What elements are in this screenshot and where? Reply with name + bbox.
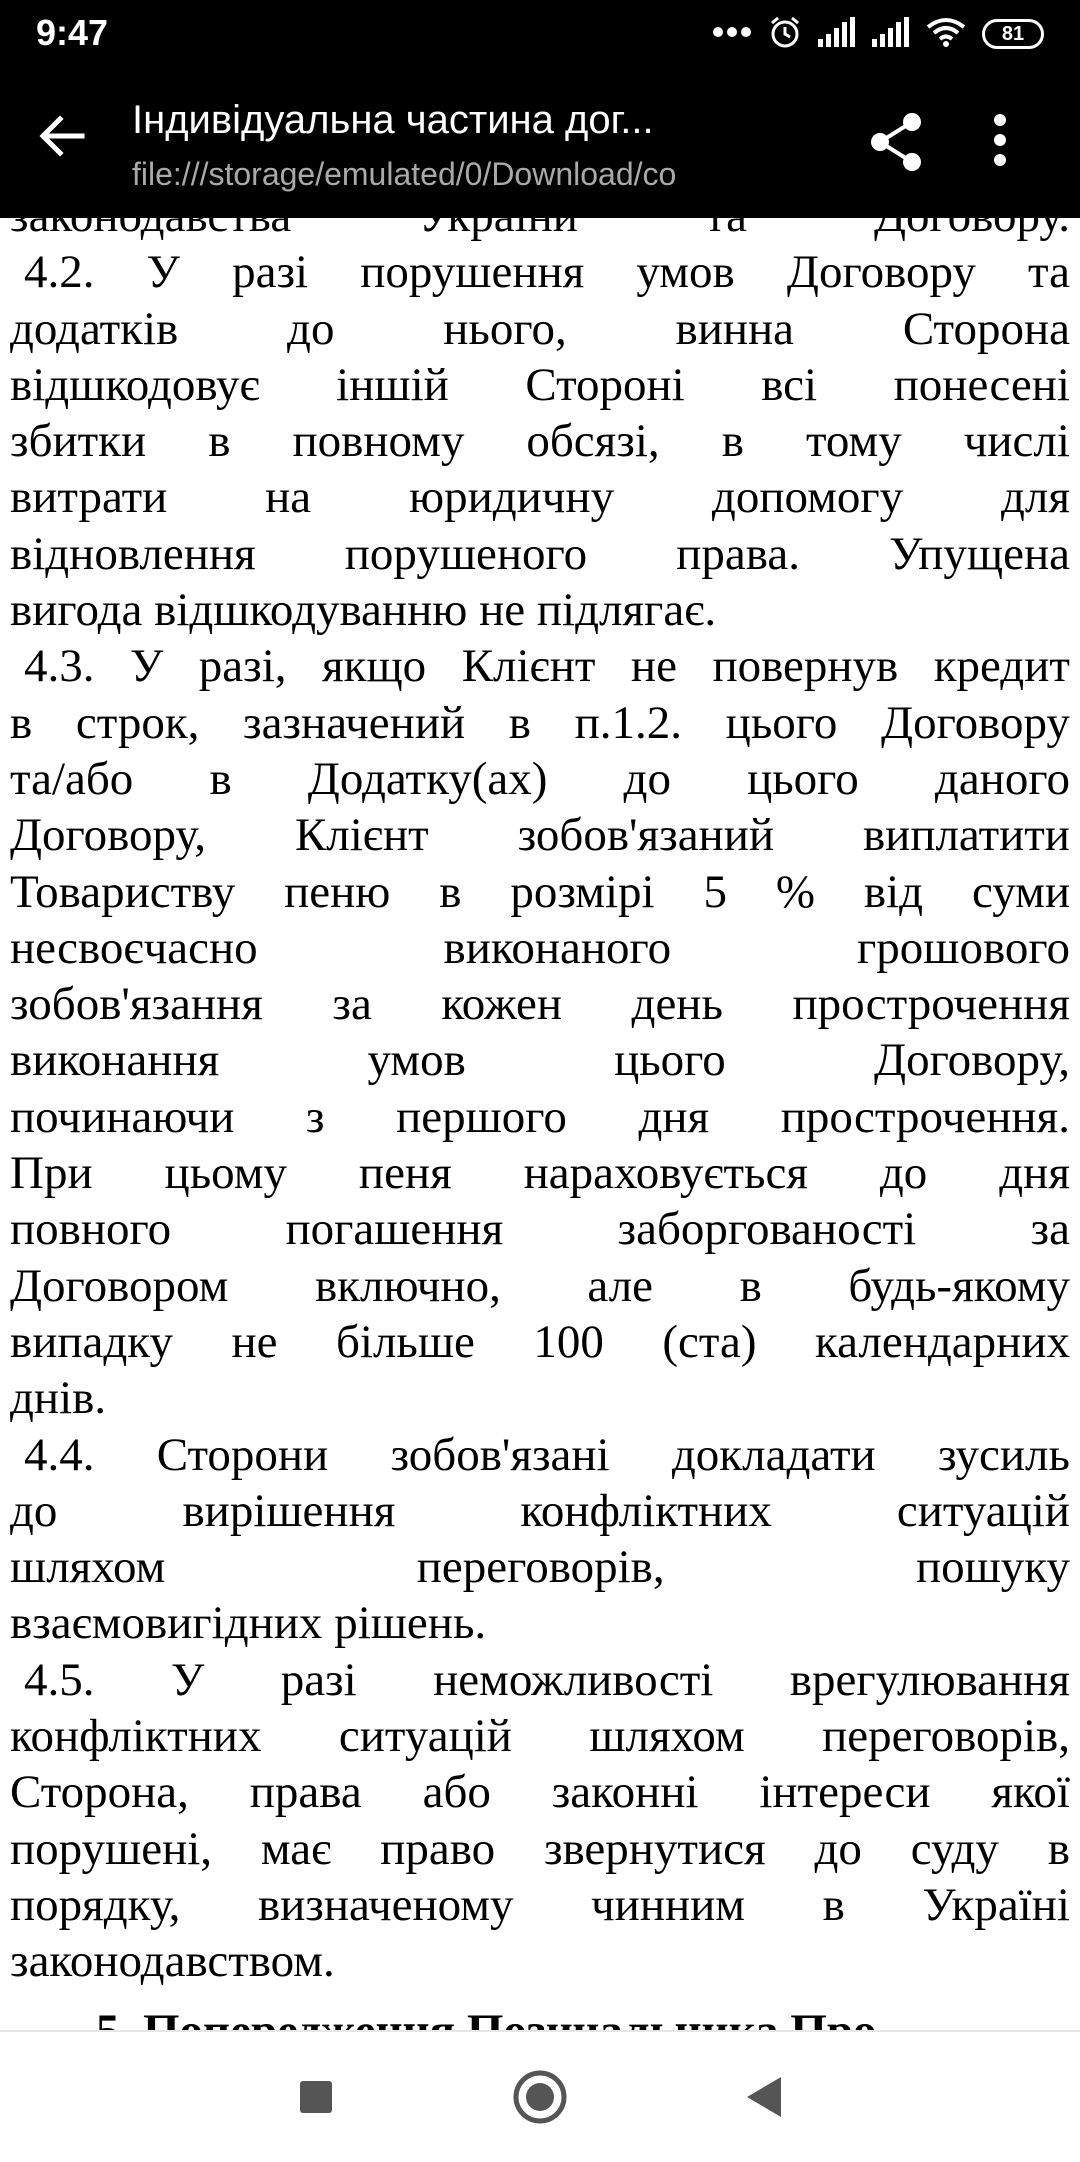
word: Додатку(ах) — [307, 752, 548, 805]
back-arrow-icon[interactable] — [34, 108, 94, 168]
word: або — [422, 1766, 491, 1819]
system-nav-bar — [0, 2030, 1080, 2162]
word: день — [631, 978, 723, 1031]
recents-square-icon[interactable] — [281, 2062, 351, 2132]
word: обсязі, — [526, 415, 660, 468]
word: прострочення. — [780, 1090, 1070, 1143]
word: витрати — [10, 471, 168, 524]
paragraph-line — [10, 1314, 1070, 1370]
paragraph-line — [10, 1427, 1070, 1483]
paragraph-line — [10, 1370, 1070, 1426]
word: заборгованості — [617, 1203, 917, 1256]
paragraph-line — [10, 469, 1070, 525]
paragraph-line — [10, 1258, 1070, 1314]
word: до — [287, 302, 335, 355]
word: При — [10, 1147, 93, 1200]
document-title: Індивідуальна частина дог... — [132, 98, 654, 142]
word: чинним — [591, 1878, 746, 1931]
word: в — [508, 696, 531, 749]
word: 4.4. — [24, 1428, 95, 1481]
word: докладати — [671, 1428, 876, 1481]
wifi-icon — [926, 17, 966, 52]
status-bar — [0, 0, 1080, 66]
word: Договору — [786, 246, 976, 299]
word: зазначений — [243, 696, 466, 749]
word: 100 — [533, 1315, 604, 1368]
paragraph-line — [10, 864, 1070, 920]
word: Упущена — [889, 527, 1070, 580]
word: права. — [676, 527, 800, 580]
word: пеня — [358, 1147, 452, 1200]
document-title-block — [132, 96, 732, 196]
paragraph-line — [10, 1877, 1070, 1933]
signal-icon — [872, 17, 910, 52]
word: не — [479, 584, 526, 637]
word: порядку, — [10, 1878, 181, 1931]
word: в — [209, 752, 232, 805]
paragraph-line — [10, 413, 1070, 469]
paragraph-line — [10, 526, 1070, 582]
word: дня — [638, 1090, 710, 1143]
word: ситуацій — [896, 1484, 1070, 1537]
word: допомогу — [711, 471, 904, 524]
word: суду — [910, 1822, 999, 1875]
word: до — [814, 1822, 862, 1875]
word: (ста) — [662, 1315, 757, 1368]
word: строк, — [75, 696, 200, 749]
word: та/або — [10, 752, 134, 805]
word: порушеного — [344, 527, 588, 580]
word: в — [739, 1259, 762, 1312]
word: пошуку — [915, 1541, 1070, 1594]
word: в — [439, 865, 462, 918]
word: 5 — [703, 865, 727, 918]
word: переговорів, — [416, 1541, 665, 1594]
word: в — [721, 415, 744, 468]
word: іншій — [336, 358, 449, 411]
word: 4.3. — [24, 640, 95, 693]
word: 4.5. — [24, 1653, 95, 1706]
word: кредит — [933, 640, 1070, 693]
word: Клієнт — [461, 640, 596, 693]
word: але — [587, 1259, 654, 1312]
paragraph-line — [10, 1032, 1070, 1088]
word: звернутися — [543, 1822, 766, 1875]
paragraph-line — [10, 751, 1070, 807]
paragraph-line — [10, 1145, 1070, 1201]
word: конфліктних — [10, 1710, 262, 1763]
word: кожен — [441, 978, 562, 1031]
word: виконаного — [443, 921, 672, 974]
paragraph-line — [10, 1089, 1070, 1145]
word: взаємовигідних — [10, 1597, 323, 1650]
word: цього — [614, 1034, 726, 1087]
word: порушення — [360, 246, 585, 299]
word: всі — [761, 358, 818, 411]
word: Стороні — [525, 358, 685, 411]
home-circle-icon[interactable] — [505, 2062, 575, 2132]
word: Договору, — [10, 809, 206, 862]
word: грошового — [857, 921, 1070, 974]
word: право — [380, 1822, 496, 1875]
word: суми — [971, 865, 1070, 918]
word: ситуацій — [338, 1710, 512, 1763]
word: збитки — [10, 415, 147, 468]
word: Договору, — [874, 1034, 1070, 1087]
document-content — [10, 218, 1070, 2028]
word: 4.2. — [24, 246, 95, 299]
word: вигода — [10, 584, 143, 637]
word: Товариству — [10, 865, 236, 918]
word: виконання — [10, 1034, 220, 1087]
word: повернув — [712, 640, 899, 693]
paragraph-line — [10, 1595, 1070, 1651]
status-time: 9:47 — [36, 12, 109, 53]
word: додатків — [10, 302, 179, 355]
word: якщо — [322, 640, 427, 693]
word: має — [260, 1822, 332, 1875]
word: вирішення — [182, 1484, 396, 1537]
paragraph-line — [10, 1539, 1070, 1595]
word: розмірі — [510, 865, 655, 918]
word: Договором — [10, 1259, 229, 1312]
word: підлягає. — [536, 584, 717, 637]
word: випадку — [10, 1315, 173, 1368]
word: будь-якому — [848, 1259, 1070, 1312]
word: зобов'язаний — [517, 809, 775, 862]
word: разі — [280, 1653, 357, 1706]
paragraph-line — [10, 1764, 1070, 1820]
word: днів. — [10, 1372, 107, 1425]
word: не — [630, 640, 677, 693]
word: календарних — [815, 1315, 1070, 1368]
word: за — [332, 978, 372, 1031]
word: конфліктних — [520, 1484, 772, 1537]
word: рішень. — [334, 1597, 487, 1650]
word: Сторони — [156, 1428, 329, 1481]
paragraph-line — [10, 1652, 1070, 1708]
back-triangle-icon[interactable] — [728, 2062, 798, 2132]
word: % — [775, 865, 816, 918]
app-top-bar — [0, 0, 1080, 218]
word: зусиль — [937, 1428, 1070, 1481]
word: Україні — [922, 1878, 1070, 1931]
word: до — [879, 1147, 928, 1200]
word: законні — [551, 1766, 699, 1819]
word: до — [10, 1484, 58, 1537]
word: У — [170, 1653, 205, 1706]
word: на — [265, 471, 312, 524]
word: в — [10, 696, 33, 749]
paragraph-line — [10, 920, 1070, 976]
paragraph-line — [10, 1933, 1070, 1989]
word: понесені — [893, 358, 1070, 411]
word: включно, — [314, 1259, 501, 1312]
word: за — [1030, 1203, 1070, 1256]
paragraph-line — [10, 1483, 1070, 1539]
word: якої — [991, 1766, 1070, 1819]
paragraph-line — [10, 976, 1070, 1032]
word: неможливості — [433, 1653, 714, 1706]
more-dots-icon — [712, 25, 752, 43]
word: У — [146, 246, 180, 299]
word: не — [231, 1315, 278, 1368]
word: першого — [396, 1090, 567, 1143]
alarm-icon — [768, 15, 802, 54]
word: повному — [292, 415, 465, 468]
word: порушені, — [10, 1822, 213, 1875]
word: цього — [725, 696, 838, 749]
paragraph-line — [10, 357, 1070, 413]
paragraph-line — [10, 1821, 1070, 1877]
word: разі, — [198, 640, 287, 693]
word: зобов'язання — [10, 978, 263, 1031]
status-icons — [712, 14, 1044, 54]
word: відшкодовує — [10, 358, 260, 411]
word: в — [208, 415, 231, 468]
word: переговорів, — [822, 1710, 1070, 1763]
word: законодавством. — [10, 1935, 335, 1988]
paragraph-line — [10, 582, 1070, 638]
word: починаючи — [10, 1090, 235, 1143]
word: більше — [335, 1315, 475, 1368]
word: визначеному — [257, 1878, 514, 1931]
word: юридичну — [408, 471, 615, 524]
word: в — [822, 1878, 845, 1931]
word: відшкодуванню — [154, 584, 468, 637]
word: винна — [675, 302, 795, 355]
share-icon[interactable] — [868, 112, 928, 172]
paragraph-line — [10, 1708, 1070, 1764]
word: умов — [636, 246, 735, 299]
word: з — [305, 1090, 325, 1143]
paragraph-line — [10, 807, 1070, 863]
word: цього — [747, 752, 859, 805]
word: нього, — [443, 302, 567, 355]
paragraph-line — [10, 638, 1070, 694]
word: Сторона, — [10, 1766, 189, 1819]
word: дня — [999, 1147, 1070, 1200]
more-vert-icon[interactable] — [990, 112, 1040, 172]
word: даного — [934, 752, 1070, 805]
word: для — [1000, 471, 1070, 524]
word: цьому — [164, 1147, 287, 1200]
word: та — [1027, 246, 1070, 299]
word: в — [1047, 1822, 1070, 1875]
word: тому — [805, 415, 902, 468]
word: несвоєчасно — [10, 921, 258, 974]
word: зобов'язані — [390, 1428, 610, 1481]
document-url: file:///storage/emulated/0/Download/co — [132, 156, 677, 192]
word: до — [623, 752, 671, 805]
paragraph-line — [10, 301, 1070, 357]
word: нараховується — [523, 1147, 808, 1200]
word: права — [249, 1766, 362, 1819]
word: врегулювання — [789, 1653, 1070, 1706]
word: прострочення — [792, 978, 1070, 1031]
signal-icon — [818, 17, 856, 52]
word: шляхом — [589, 1710, 745, 1763]
paragraph-line — [10, 1201, 1070, 1257]
word: разі — [232, 246, 309, 299]
word: від — [863, 865, 924, 918]
word: повного — [10, 1203, 172, 1256]
word: п.1.2. — [574, 696, 683, 749]
word: умов — [367, 1034, 466, 1087]
word: відновлення — [10, 527, 256, 580]
word: пеню — [284, 865, 391, 918]
word: числі — [963, 415, 1070, 468]
battery-icon: 81 — [982, 19, 1044, 49]
word: шляхом — [10, 1541, 166, 1594]
paragraph-line — [10, 244, 1070, 300]
word: У — [130, 640, 164, 693]
word: погашення — [285, 1203, 504, 1256]
word: Сторона — [902, 302, 1070, 355]
word: Клієнт — [294, 809, 429, 862]
word: виплатити — [862, 809, 1070, 862]
word: інтереси — [759, 1766, 931, 1819]
paragraph-line — [10, 695, 1070, 751]
word: Договору — [881, 696, 1070, 749]
